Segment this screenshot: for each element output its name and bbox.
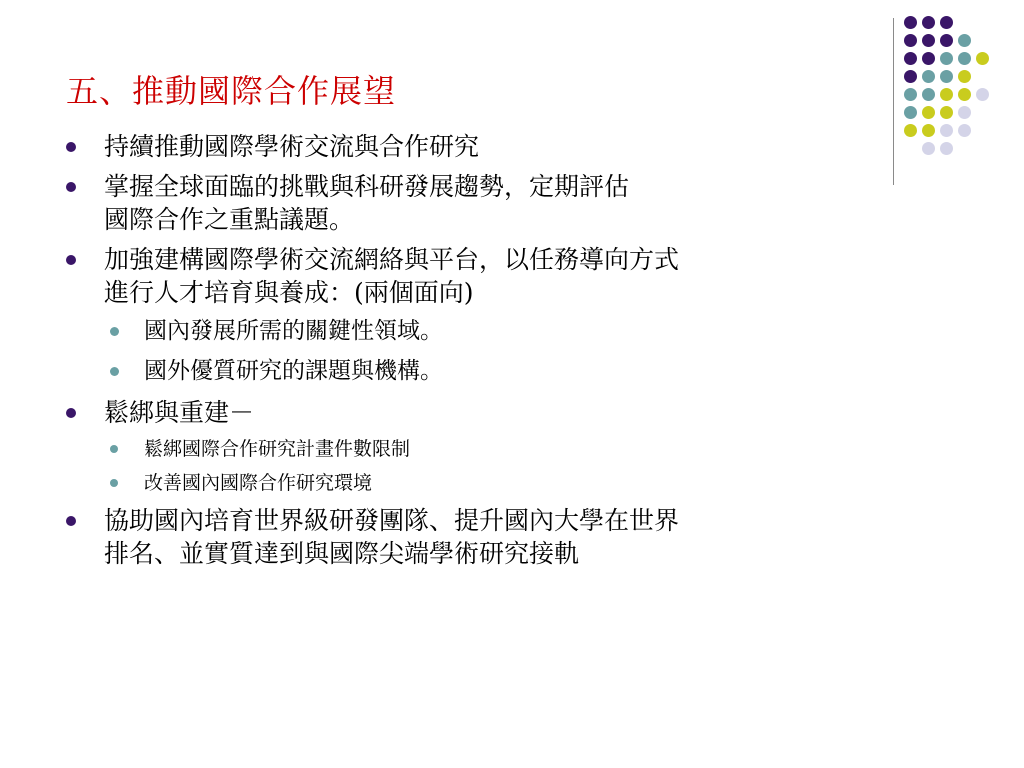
decorative-dot <box>904 70 917 83</box>
decorative-dot <box>922 70 935 83</box>
bullet-text: 鬆綁與重建－ <box>104 398 255 427</box>
decorative-dot <box>904 106 917 119</box>
decorative-dot <box>904 16 917 29</box>
bullet-text: 加強建構國際學術交流網絡與平台，以任務導向方式 <box>104 245 680 274</box>
bullet-text: 持續推動國際學術交流與合作研究 <box>104 132 480 161</box>
sub-bullet-text: 鬆綁國際合作研究計畫件數限制 <box>144 438 411 460</box>
decorative-dot <box>940 70 953 83</box>
bullet-item <box>62 243 982 309</box>
bullet-item <box>62 130 982 163</box>
decorative-dot <box>940 88 953 101</box>
decorative-dot <box>940 34 953 47</box>
sub-bullet-dot-icon <box>110 367 119 376</box>
decorative-dot <box>940 106 953 119</box>
sub-bullet-item <box>62 470 982 496</box>
decorative-dot <box>922 88 935 101</box>
sub-bullet-dot-icon <box>110 327 119 336</box>
decorative-dot <box>976 52 989 65</box>
decorative-dot <box>904 88 917 101</box>
decorative-dot <box>904 52 917 65</box>
sub-bullet-text: 國外優質研究的課題與機構。 <box>144 358 443 384</box>
sub-bullet-item <box>62 356 982 387</box>
slide-title: 五、推動國際合作展望 <box>66 72 397 110</box>
bullet-item <box>62 396 982 429</box>
decorative-dot <box>904 34 917 47</box>
bullet-text: 國際合作之重點議題。 <box>104 205 355 234</box>
bullet-item <box>62 170 982 236</box>
sub-bullet-item <box>62 316 982 347</box>
bullet-dot-icon <box>66 142 76 152</box>
decorative-dot <box>940 16 953 29</box>
decorative-dot <box>922 34 935 47</box>
decorative-dot <box>958 34 971 47</box>
bullet-list <box>62 130 982 577</box>
bullet-dot-icon <box>66 408 76 418</box>
bullet-dot-icon <box>66 516 76 526</box>
decorative-dot <box>922 52 935 65</box>
bullet-text: 排名、並實質達到與國際尖端學術研究接軌 <box>104 539 580 568</box>
sub-bullet-dot-icon <box>110 445 118 453</box>
bullet-text: 協助國內培育世界級研發團隊、提升國內大學在世界 <box>104 506 680 535</box>
decorative-dot <box>922 106 935 119</box>
bullet-item <box>62 504 982 570</box>
bullet-text: 進行人才培育與養成：(兩個面向) <box>104 278 474 307</box>
decorative-dot <box>958 88 971 101</box>
decorative-dot <box>976 88 989 101</box>
sub-bullet-item <box>62 436 982 462</box>
bullet-dot-icon <box>66 182 76 192</box>
decorative-dot <box>958 52 971 65</box>
bullet-text: 掌握全球面臨的挑戰與科研發展趨勢，定期評估 <box>104 172 630 201</box>
decorative-dot <box>958 70 971 83</box>
decorative-dot <box>940 52 953 65</box>
sub-bullet-dot-icon <box>110 479 118 487</box>
bullet-dot-icon <box>66 255 76 265</box>
decorative-dot <box>922 16 935 29</box>
sub-bullet-text: 改善國內國際合作研究環境 <box>144 472 373 494</box>
sub-bullet-text: 國內發展所需的關鍵性領域。 <box>144 318 443 344</box>
decorative-dot <box>958 106 971 119</box>
